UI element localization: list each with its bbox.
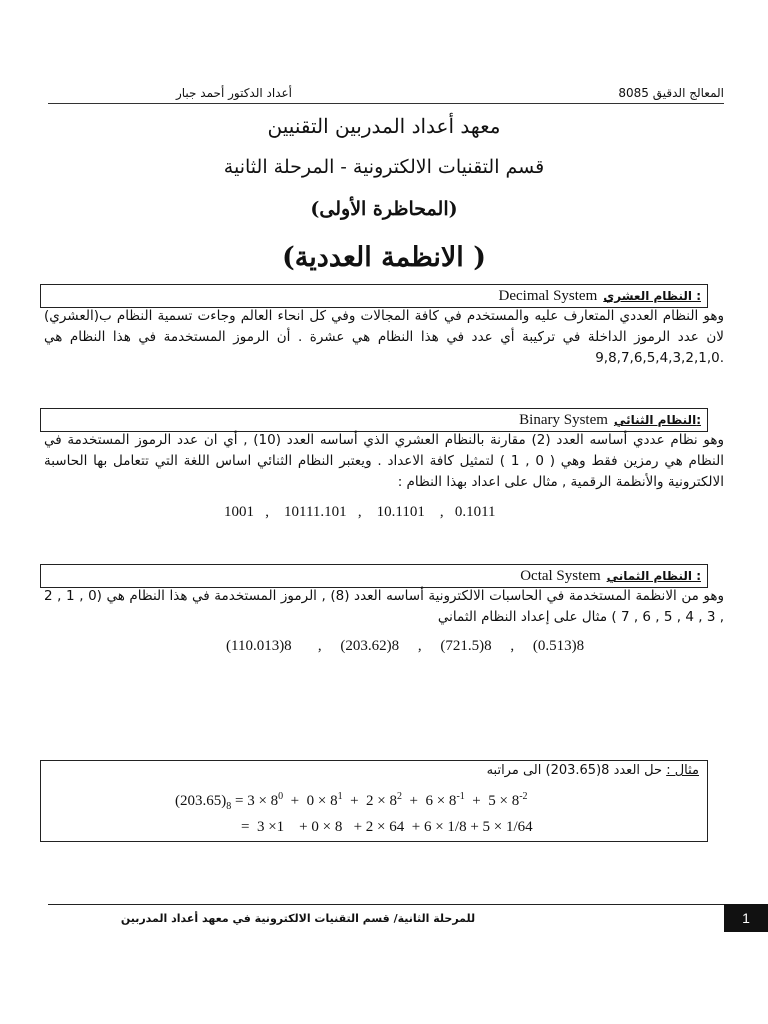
octal-heading-en: Octal System: [520, 567, 601, 584]
header-course: المعالج الدقيق 8085: [618, 86, 724, 100]
eq1-lhs: (203.65): [175, 793, 227, 809]
department-title: قسم التقنيات الالكترونية - المرحلة الثانية: [223, 156, 545, 178]
page-number: 1: [724, 904, 768, 932]
octal-heading-box: [40, 564, 708, 588]
institute-title: معهد أعداد المدربين التقنيين: [267, 114, 501, 138]
example-equation-2: = 3 ×1 + 0 × 8 + 2 × 64 + 6 × 1/8 + 5 × 1/64: [241, 819, 533, 835]
example-equation-1: $(203.65)_8 = 3 \times 8^0 + 0 \times 8^1 + 2 \times 8^2 + 6 \times 8^{-1} + 5 \times 8^{-2}$: [175, 791, 528, 812]
octal-heading-ar: النظام الثماني :: [606, 569, 701, 583]
footer-rule: [48, 904, 724, 905]
binary-heading-box: [40, 408, 708, 432]
topic-title: ( الانظمة العددية): [282, 242, 486, 273]
binary-heading-ar: النظام الثنائي:: [613, 413, 701, 427]
header-rule: [48, 103, 724, 104]
example-label: مثال :: [666, 763, 699, 778]
example-text: حل العدد 8(203.65) الى مراتبه: [486, 763, 663, 778]
decimal-paragraph: وهو النظام العددي المتعارف عليه والمستخدم في كافة المجالات وفي كل انحاء العالم وجاءت تسمية النظام ب(العشري) لان عدد الرموز الداخلة في تركيبة أي عدد في هذا النظام هي عشرة . أن الرموز المستخدمة في هذا النظام هي .9,8,7,6,5,4,3,2,1,0: [44, 308, 724, 366]
header-author: أعداد الدكتور أحمد جبار: [175, 86, 292, 100]
decimal-heading-box: [40, 284, 708, 308]
lecture-title: (المحاظرة الأولى): [310, 198, 458, 220]
binary-paragraph: وهو نظام عددي أساسه العدد (2) مقارنة بالنظام العشري الذي أساسه العدد (10) , أي ان عدد الرموز المستخدمة في النظام هي رمزين فقط وهي ( 0 , 1 ) لتمثيل كافة الاعداد . ويعتبر النظام الثنائي اساس اللغة التي تتعامل بها الحاسبة الالكترونية والأنظمة الرقمية , مثال على اعداد بهذا النظام :: [44, 432, 725, 490]
octal-paragraph: وهو من الانظمة المستخدمة في الحاسبات الالكترونية أساسه العدد (8) , الرموز المستخدمة في هذا النظام هي (0 , 1 , 2 , 3 , 4 , 5 , 6 , 7 ) مثال على إعداد النظام الثماني: [44, 588, 725, 625]
binary-examples: 1001 , 10111.101 , 10.1101 , 0.1011: [224, 504, 496, 520]
binary-heading-en: Binary System: [519, 411, 608, 428]
example-title: [487, 763, 699, 778]
decimal-heading-en: Decimal System: [498, 287, 598, 304]
example-box: [40, 760, 708, 842]
octal-examples: (110.013)8 , (203.62)8 , (721.5)8 , (0.513)8: [226, 638, 585, 654]
footer-text: للمرحلة الثانية/ قسم التقنيات الالكترونية في معهد أعداد المدربين: [120, 912, 476, 925]
decimal-heading-ar: النظام العشري :: [603, 289, 701, 303]
